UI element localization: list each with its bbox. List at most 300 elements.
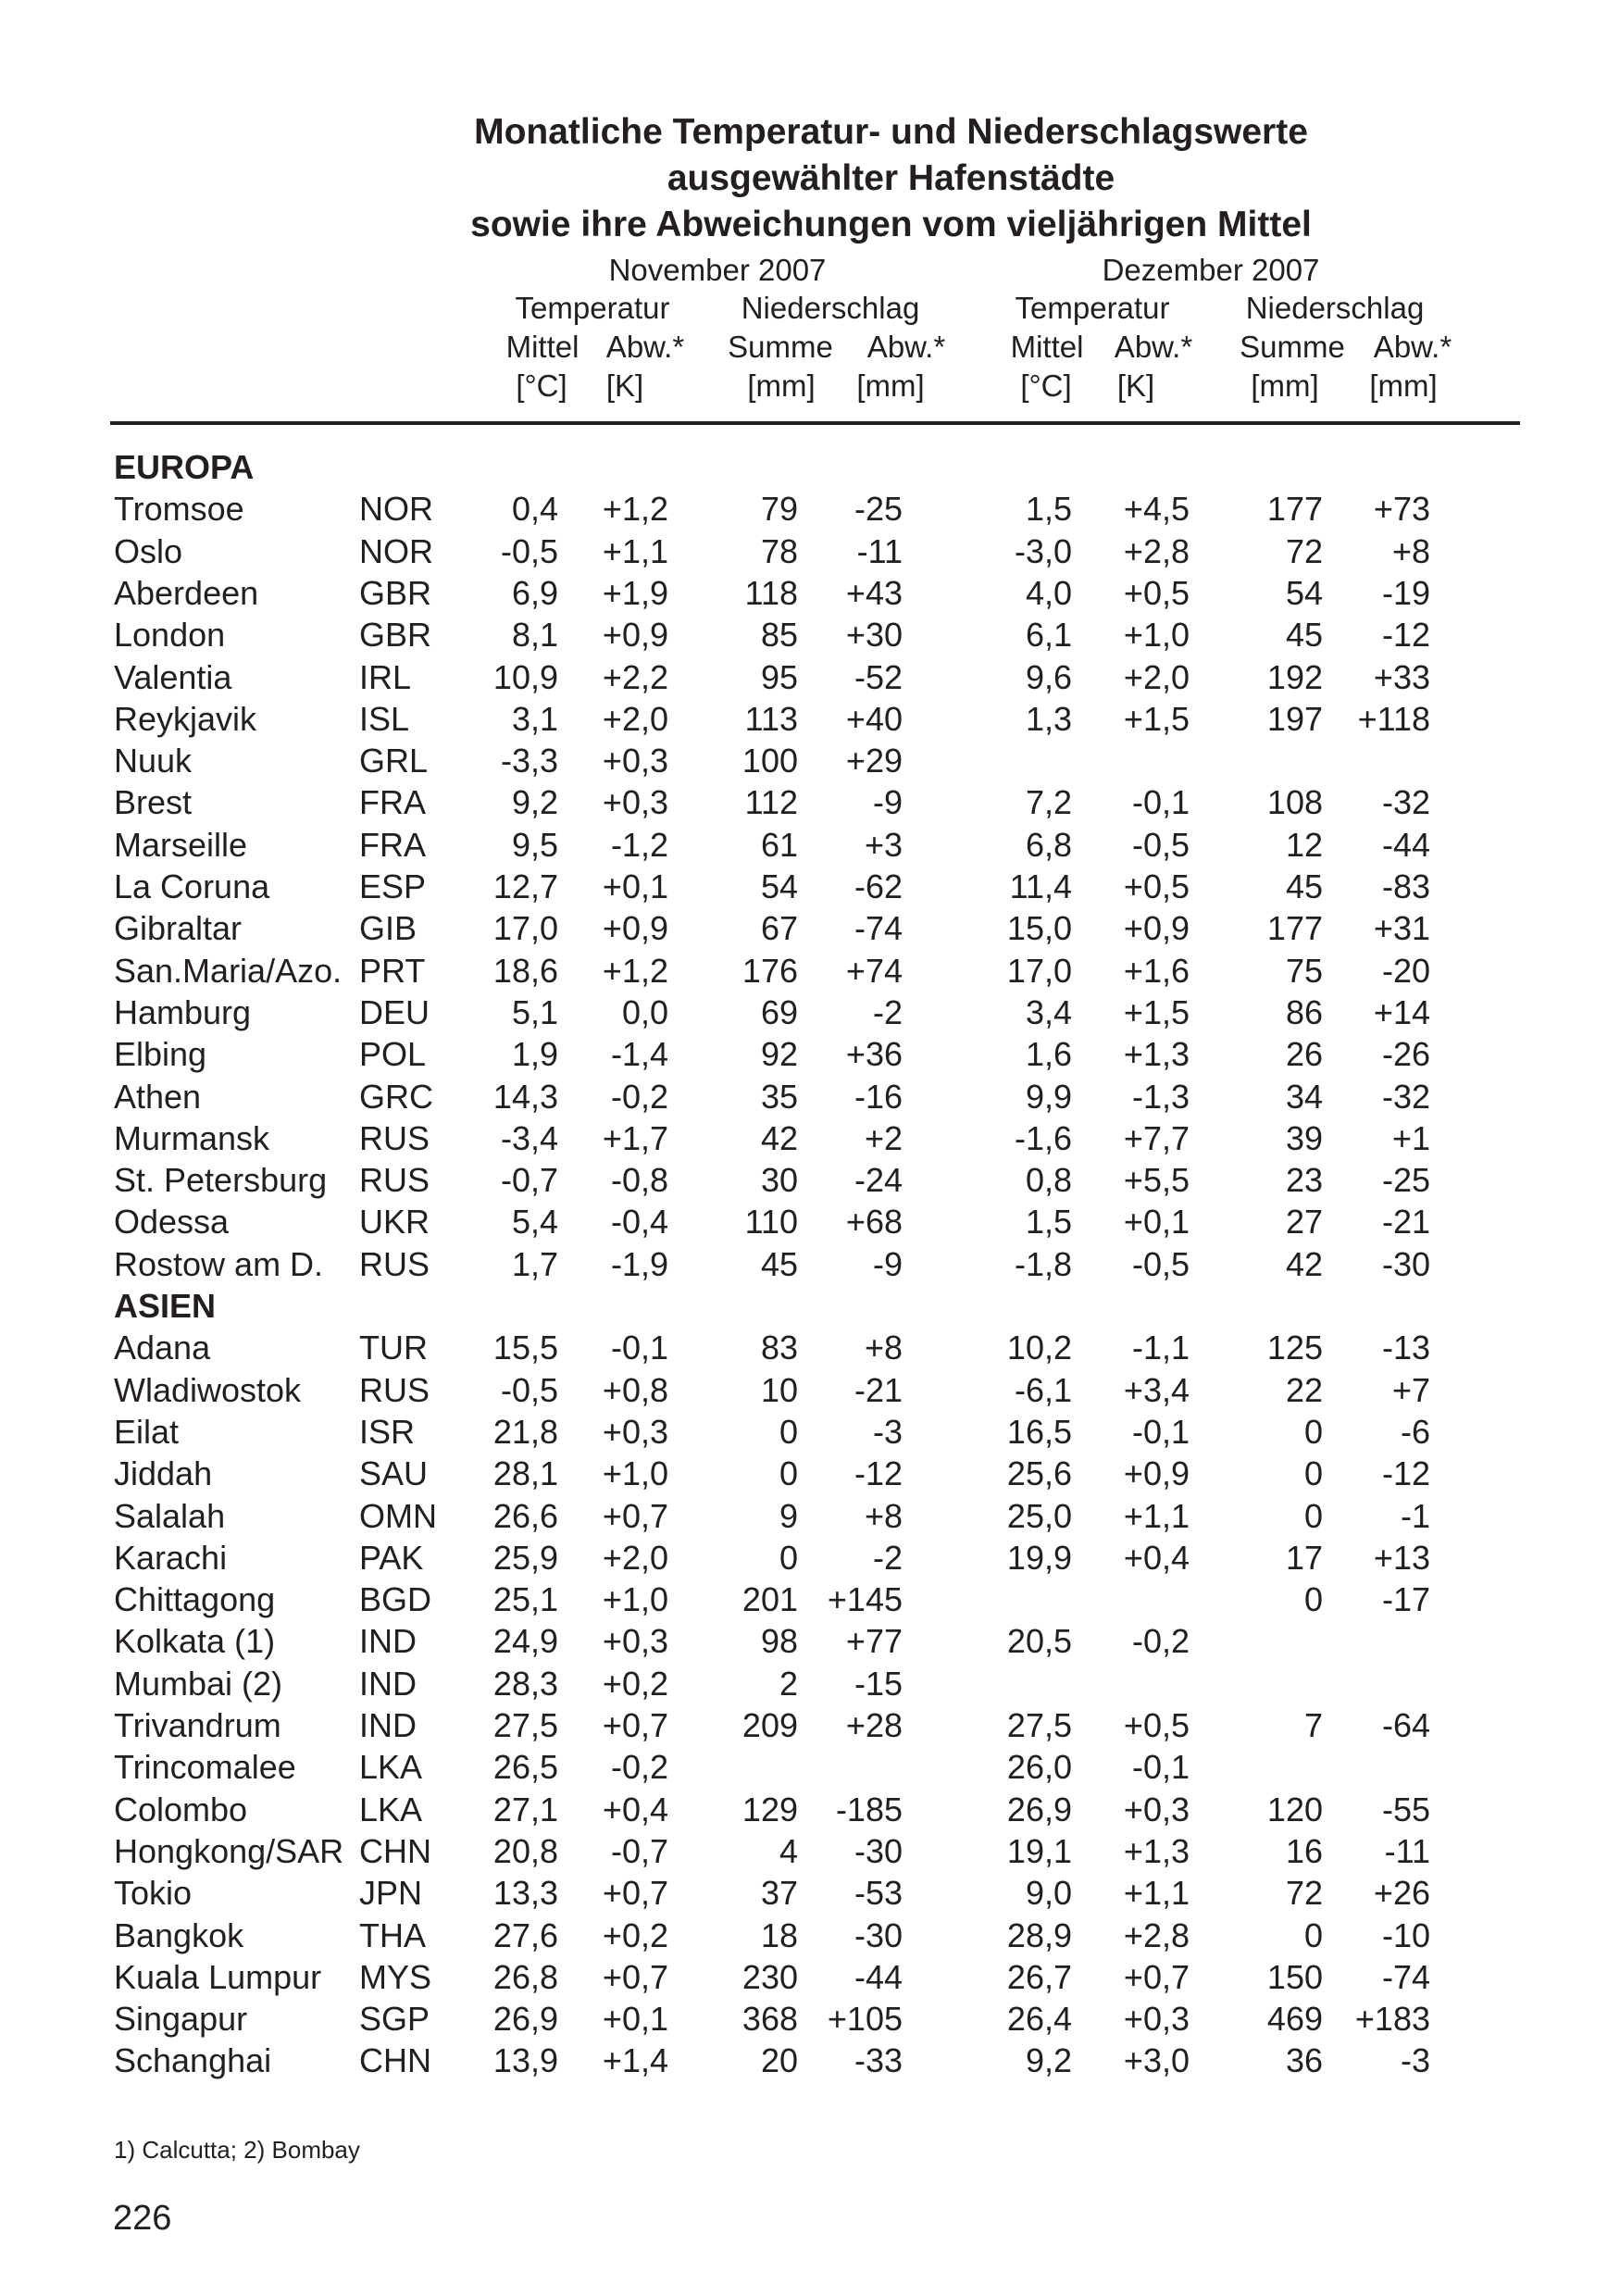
value-dec-temp-abw: +0,3 <box>1123 2000 1190 2039</box>
value-nov-precip-abw: -30 <box>854 1915 903 1954</box>
value-dec-precip-summe: 72 <box>1285 531 1323 570</box>
country-code: TUR <box>359 1329 428 1367</box>
header-mittel-dec: Mittel <box>1010 330 1084 364</box>
value-dec-temp-mittel: 25,6 <box>1006 1454 1072 1493</box>
header-unit-mm-summe-nov: [mm] <box>747 368 816 403</box>
value-nov-precip-summe: 176 <box>741 951 798 990</box>
value-nov-temp-mittel: 26,8 <box>492 1957 558 1996</box>
title-line-3: sowie ihre Abweichungen vom vieljährigen Mittel <box>470 205 1312 244</box>
value-dec-temp-abw: -0,2 <box>1131 1622 1190 1661</box>
value-dec-precip-summe: 23 <box>1285 1161 1323 1200</box>
value-nov-precip-summe: 0 <box>779 1412 798 1451</box>
value-nov-temp-abw: +0,9 <box>602 616 668 655</box>
value-nov-precip-summe: 42 <box>760 1118 798 1157</box>
country-code: THA <box>359 1915 426 1954</box>
title-line-2: ausgewählter Hafenstädte <box>667 158 1115 198</box>
value-dec-precip-abw: -1 <box>1400 1496 1430 1535</box>
value-dec-temp-mittel: 0,8 <box>1025 1161 1072 1200</box>
value-dec-temp-abw: +0,3 <box>1123 1790 1190 1828</box>
value-nov-temp-mittel: 26,9 <box>492 2000 558 2039</box>
value-dec-precip-summe: 120 <box>1266 1790 1323 1828</box>
value-nov-precip-summe: 368 <box>741 2000 798 2039</box>
value-nov-precip-summe: 18 <box>760 1915 798 1954</box>
value-dec-temp-mittel: 19,9 <box>1006 1538 1072 1577</box>
value-dec-precip-summe: 125 <box>1266 1329 1323 1367</box>
header-abw-temp-dec: Abw.* <box>1114 330 1193 364</box>
country-code: ISL <box>359 699 410 738</box>
value-dec-temp-abw: -1,3 <box>1131 1077 1190 1116</box>
value-nov-precip-abw: +43 <box>845 573 903 612</box>
value-dec-temp-abw: +1,3 <box>1123 1035 1190 1074</box>
country-code: NOR <box>359 490 433 529</box>
value-dec-precip-summe: 22 <box>1285 1370 1323 1409</box>
value-dec-temp-mittel: 1,3 <box>1025 699 1072 738</box>
station-name: Tromsoe <box>114 490 244 529</box>
station-name: Hongkong/SAR <box>114 1831 344 1870</box>
value-nov-temp-mittel: 13,3 <box>492 1874 558 1913</box>
value-dec-precip-abw: -55 <box>1381 1790 1430 1828</box>
value-dec-precip-abw: +1 <box>1391 1118 1430 1157</box>
value-nov-temp-mittel: 3,1 <box>511 699 558 738</box>
value-nov-precip-summe: 0 <box>779 1538 798 1577</box>
value-dec-temp-abw: +0,9 <box>1123 909 1190 948</box>
station-name: Kolkata (1) <box>114 1622 276 1661</box>
value-nov-temp-mittel: 0,4 <box>511 490 558 529</box>
header-abw-precip-dec: Abw.* <box>1373 330 1452 364</box>
value-dec-temp-abw: +1,6 <box>1123 951 1190 990</box>
country-code: CHN <box>359 1831 431 1870</box>
header-abw-precip-nov: Abw.* <box>866 330 946 364</box>
station-name: Gibraltar <box>114 909 243 948</box>
value-nov-precip-abw: +74 <box>845 951 903 990</box>
value-nov-precip-summe: 30 <box>760 1161 798 1200</box>
value-dec-precip-summe: 26 <box>1285 1035 1323 1074</box>
country-code: IND <box>359 1664 417 1703</box>
value-nov-precip-abw: -30 <box>854 1831 903 1870</box>
title-line-1: Monatliche Temperatur- und Niederschlagswerte <box>474 112 1308 152</box>
value-dec-temp-abw: +0,5 <box>1123 573 1190 612</box>
value-nov-temp-mittel: 25,9 <box>492 1538 558 1577</box>
value-nov-precip-summe: 85 <box>760 616 798 655</box>
value-dec-precip-abw: -83 <box>1381 867 1430 905</box>
country-code: RUS <box>359 1244 430 1283</box>
country-code: RUS <box>359 1118 430 1157</box>
header-temperature-dec: Temperatur <box>1015 291 1170 325</box>
header-rule <box>110 421 1520 425</box>
value-dec-temp-abw: +2,8 <box>1123 1915 1190 1954</box>
header-temperature-nov: Temperatur <box>515 291 670 325</box>
value-nov-temp-mittel: 18,6 <box>492 951 558 990</box>
header-summe-nov: Summe <box>728 330 833 364</box>
value-dec-temp-mittel: 28,9 <box>1006 1915 1072 1954</box>
value-nov-temp-abw: +0,7 <box>602 1706 668 1744</box>
value-nov-precip-abw: -2 <box>872 992 903 1031</box>
value-dec-temp-mittel: 26,0 <box>1006 1748 1072 1787</box>
value-dec-temp-mittel: -1,6 <box>1014 1118 1072 1157</box>
value-nov-temp-abw: -0,4 <box>610 1203 668 1242</box>
value-nov-precip-summe: 201 <box>741 1580 798 1619</box>
station-name: La Coruna <box>114 867 270 905</box>
value-dec-temp-mittel: 19,1 <box>1006 1831 1072 1870</box>
value-nov-temp-mittel: -3,4 <box>500 1118 558 1157</box>
station-name: Elbing <box>114 1035 207 1074</box>
value-dec-precip-summe: 0 <box>1303 1412 1323 1451</box>
value-dec-temp-mittel: 11,4 <box>1009 867 1072 905</box>
value-dec-temp-mittel: 27,5 <box>1006 1706 1072 1744</box>
value-dec-precip-abw: -10 <box>1381 1915 1430 1954</box>
station-name: Athen <box>114 1077 202 1116</box>
value-nov-precip-abw: -62 <box>854 867 903 905</box>
value-nov-precip-abw: +30 <box>845 616 903 655</box>
country-code: UKR <box>359 1203 430 1242</box>
value-dec-precip-summe: 469 <box>1266 2000 1323 2039</box>
value-nov-precip-abw: +29 <box>845 742 903 780</box>
header-abw-temp-nov: Abw.* <box>605 330 685 364</box>
value-nov-temp-mittel: 10,9 <box>492 657 558 696</box>
value-dec-precip-summe: 7 <box>1303 1706 1323 1744</box>
country-code: GBR <box>359 573 432 612</box>
value-dec-temp-mittel: 26,7 <box>1006 1957 1072 1996</box>
value-dec-precip-abw: +73 <box>1373 490 1430 529</box>
value-dec-temp-abw: +1,0 <box>1123 616 1190 655</box>
country-code: GRC <box>359 1077 433 1116</box>
value-dec-precip-summe: 75 <box>1285 951 1323 990</box>
value-dec-temp-abw: +1,5 <box>1123 699 1190 738</box>
value-nov-precip-abw: -24 <box>854 1161 903 1200</box>
station-name: Salalah <box>114 1496 226 1535</box>
value-dec-precip-summe: 72 <box>1285 1874 1323 1913</box>
value-dec-temp-abw: -0,5 <box>1131 1244 1190 1283</box>
country-code: DEU <box>359 992 430 1031</box>
value-dec-precip-summe: 177 <box>1266 490 1323 529</box>
value-nov-precip-abw: -2 <box>872 1538 903 1577</box>
station-name: Colombo <box>114 1790 248 1828</box>
value-nov-precip-abw: -74 <box>854 909 903 948</box>
value-nov-precip-abw: -9 <box>872 1244 903 1283</box>
station-name: Singapur <box>114 2000 248 2039</box>
header-unit-k-nov: [K] <box>605 368 644 403</box>
value-dec-precip-abw: +33 <box>1373 657 1430 696</box>
value-dec-precip-abw: -12 <box>1381 1454 1430 1493</box>
country-code: MYS <box>359 1957 432 1996</box>
value-dec-temp-mittel: -3,0 <box>1014 531 1072 570</box>
station-name: Marseille <box>114 825 248 864</box>
value-dec-temp-mittel: 20,5 <box>1006 1622 1072 1661</box>
value-nov-precip-summe: 95 <box>760 657 798 696</box>
country-code: ISR <box>359 1412 416 1451</box>
value-nov-precip-summe: 230 <box>741 1957 798 1996</box>
station-name: Trivandrum <box>114 1706 281 1744</box>
value-nov-temp-mittel: 28,1 <box>492 1454 558 1493</box>
country-code: IND <box>359 1706 417 1744</box>
value-nov-temp-abw: +0,3 <box>602 783 668 822</box>
value-nov-precip-abw: -16 <box>854 1077 903 1116</box>
value-nov-precip-abw: +145 <box>827 1580 903 1619</box>
station-name: Schanghai <box>114 2041 272 2080</box>
value-dec-precip-abw: -6 <box>1400 1412 1430 1451</box>
header-unit-mm-abw-nov: [mm] <box>856 368 925 403</box>
value-dec-temp-abw: +0,4 <box>1123 1538 1190 1577</box>
value-dec-temp-abw: -1,1 <box>1131 1329 1190 1367</box>
value-nov-precip-abw: +105 <box>827 2000 903 2039</box>
value-nov-temp-abw: +1,0 <box>602 1580 668 1619</box>
value-nov-precip-abw: +36 <box>845 1035 903 1074</box>
value-nov-precip-abw: -9 <box>872 783 903 822</box>
value-dec-temp-mittel: 1,5 <box>1025 1203 1072 1242</box>
value-nov-precip-abw: +8 <box>864 1496 903 1535</box>
value-nov-precip-summe: 78 <box>760 531 798 570</box>
value-dec-temp-abw: +7,7 <box>1123 1118 1190 1157</box>
value-nov-precip-abw: +28 <box>845 1706 903 1744</box>
country-code: IND <box>359 1622 417 1661</box>
value-nov-temp-abw: +1,0 <box>602 1454 668 1493</box>
value-nov-precip-summe: 209 <box>741 1706 798 1744</box>
country-code: JPN <box>359 1874 423 1913</box>
value-dec-precip-abw: +183 <box>1354 2000 1430 2039</box>
value-dec-precip-summe: 36 <box>1285 2041 1323 2080</box>
header-mittel-nov: Mittel <box>505 330 579 364</box>
value-dec-temp-abw: +0,5 <box>1123 867 1190 905</box>
value-dec-precip-abw: +7 <box>1391 1370 1430 1409</box>
page-title <box>0 109 1620 248</box>
value-nov-temp-mittel: 20,8 <box>492 1831 558 1870</box>
value-nov-precip-abw: -53 <box>854 1874 903 1913</box>
value-nov-temp-mittel: 26,5 <box>492 1748 558 1787</box>
value-dec-temp-abw: +0,5 <box>1123 1706 1190 1744</box>
station-name: Bangkok <box>114 1915 244 1954</box>
value-nov-precip-summe: 113 <box>744 699 798 738</box>
value-dec-precip-abw: -74 <box>1381 1957 1430 1996</box>
value-nov-precip-summe: 67 <box>760 909 798 948</box>
station-name: Karachi <box>114 1538 228 1577</box>
value-dec-precip-summe: 177 <box>1266 909 1323 948</box>
value-dec-precip-abw: +13 <box>1373 1538 1430 1577</box>
value-dec-precip-abw: -11 <box>1384 1831 1430 1870</box>
value-nov-temp-abw: +0,2 <box>602 1664 668 1703</box>
value-nov-temp-abw: +0,3 <box>602 1622 668 1661</box>
value-nov-temp-mittel: 6,9 <box>511 573 558 612</box>
value-dec-temp-abw: -0,1 <box>1131 783 1190 822</box>
country-code: IRL <box>359 657 412 696</box>
value-dec-precip-abw: -25 <box>1381 1161 1430 1200</box>
country-code: BGD <box>359 1580 432 1619</box>
value-nov-precip-summe: 9 <box>779 1496 798 1535</box>
value-dec-temp-abw: -0,1 <box>1131 1412 1190 1451</box>
value-nov-temp-abw: -0,7 <box>610 1831 668 1870</box>
value-nov-temp-mittel: 26,6 <box>492 1496 558 1535</box>
value-dec-temp-abw: +1,5 <box>1123 992 1190 1031</box>
value-nov-temp-abw: -1,9 <box>610 1244 668 1283</box>
value-dec-precip-abw: -30 <box>1381 1244 1430 1283</box>
station-name: London <box>114 616 226 655</box>
section-header: ASIEN <box>114 1287 217 1325</box>
value-nov-temp-mittel: -0,5 <box>500 1370 558 1409</box>
value-dec-temp-abw: +1,1 <box>1123 1874 1190 1913</box>
value-dec-temp-mittel: 26,4 <box>1006 2000 1072 2039</box>
value-dec-temp-mittel: 9,0 <box>1025 1874 1072 1913</box>
value-dec-temp-abw: +0,1 <box>1123 1203 1190 1242</box>
value-nov-temp-abw: +2,0 <box>602 1538 668 1577</box>
header-month-december: Dezember 2007 <box>1102 253 1320 287</box>
value-dec-temp-abw: +2,8 <box>1123 531 1190 570</box>
footnote: 1) Calcutta; 2) Bombay <box>114 2136 360 2164</box>
value-nov-precip-abw: -21 <box>854 1370 903 1409</box>
value-dec-precip-abw: -17 <box>1381 1580 1430 1619</box>
value-nov-temp-mittel: 9,5 <box>511 825 558 864</box>
country-code: PRT <box>359 951 426 990</box>
value-dec-temp-mittel: 4,0 <box>1025 573 1072 612</box>
value-dec-precip-summe: 0 <box>1303 1496 1323 1535</box>
value-nov-precip-summe: 69 <box>760 992 798 1031</box>
value-nov-precip-abw: +2 <box>864 1118 903 1157</box>
value-nov-temp-mittel: 1,7 <box>511 1244 558 1283</box>
station-name: Kuala Lumpur <box>114 1957 322 1996</box>
value-dec-temp-abw: +5,5 <box>1123 1161 1190 1200</box>
value-nov-temp-mittel: 27,5 <box>492 1706 558 1744</box>
value-nov-precip-summe: 92 <box>760 1035 798 1074</box>
value-nov-temp-abw: +0,7 <box>602 1874 668 1913</box>
value-nov-precip-summe: 83 <box>760 1329 798 1367</box>
station-name: San.Maria/Azo. <box>114 951 343 990</box>
country-code: RUS <box>359 1370 430 1409</box>
value-nov-precip-abw: -15 <box>854 1664 903 1703</box>
value-dec-precip-abw: +14 <box>1373 992 1430 1031</box>
value-dec-precip-abw: -3 <box>1400 2041 1430 2080</box>
value-nov-precip-abw: +40 <box>845 699 903 738</box>
station-name: Tokio <box>114 1874 193 1913</box>
value-nov-temp-mittel: 27,6 <box>492 1915 558 1954</box>
country-code: NOR <box>359 531 433 570</box>
value-nov-temp-mittel: 1,9 <box>511 1035 558 1074</box>
value-dec-temp-abw: +2,0 <box>1123 657 1190 696</box>
value-dec-precip-abw: +118 <box>1357 699 1430 738</box>
page-number: 226 <box>113 2199 172 2238</box>
value-nov-temp-abw: -0,8 <box>610 1161 668 1200</box>
header-unit-k-dec: [K] <box>1116 368 1155 403</box>
value-dec-temp-mittel: 26,9 <box>1006 1790 1072 1828</box>
value-dec-temp-abw: +0,9 <box>1123 1454 1190 1493</box>
value-dec-temp-mittel: 25,0 <box>1006 1496 1072 1535</box>
value-dec-precip-abw: -20 <box>1381 951 1430 990</box>
value-nov-temp-mittel: 21,8 <box>492 1412 558 1451</box>
value-dec-temp-abw: +0,7 <box>1123 1957 1190 1996</box>
value-nov-temp-abw: -0,2 <box>610 1077 668 1116</box>
value-nov-precip-abw: +77 <box>845 1622 903 1661</box>
value-dec-precip-summe: 12 <box>1285 825 1323 864</box>
value-nov-precip-abw: -3 <box>872 1412 903 1451</box>
value-nov-precip-summe: 2 <box>779 1664 798 1703</box>
value-dec-temp-mittel: 7,2 <box>1025 783 1072 822</box>
value-dec-precip-summe: 27 <box>1285 1203 1323 1242</box>
value-nov-precip-summe: 61 <box>760 825 798 864</box>
value-nov-temp-mittel: 5,4 <box>511 1203 558 1242</box>
value-nov-temp-abw: +0,7 <box>602 1957 668 1996</box>
station-name: Oslo <box>114 531 183 570</box>
value-nov-precip-summe: 118 <box>744 573 798 612</box>
value-dec-precip-summe: 39 <box>1285 1118 1323 1157</box>
station-name: Reykjavik <box>114 699 257 738</box>
value-dec-precip-abw: +31 <box>1373 909 1430 948</box>
value-dec-precip-summe: 150 <box>1266 1957 1323 1996</box>
value-dec-precip-abw: -13 <box>1381 1329 1430 1367</box>
value-nov-temp-mittel: 28,3 <box>492 1664 558 1703</box>
value-nov-precip-summe: 129 <box>741 1790 798 1828</box>
value-dec-temp-abw: +4,5 <box>1123 490 1190 529</box>
value-nov-temp-abw: +0,7 <box>602 1496 668 1535</box>
value-dec-temp-abw: +3,0 <box>1123 2041 1190 2080</box>
value-nov-temp-abw: +1,9 <box>602 573 668 612</box>
value-nov-temp-mittel: 24,9 <box>492 1622 558 1661</box>
value-dec-precip-abw: -32 <box>1381 783 1430 822</box>
value-nov-temp-abw: +1,4 <box>602 2041 668 2080</box>
value-nov-precip-summe: 35 <box>760 1077 798 1116</box>
value-nov-temp-abw: +0,8 <box>602 1370 668 1409</box>
value-nov-precip-summe: 0 <box>779 1454 798 1493</box>
header-unit-mm-summe-dec: [mm] <box>1251 368 1319 403</box>
station-name: Jiddah <box>114 1454 213 1493</box>
station-name: Brest <box>114 783 193 822</box>
value-dec-temp-mittel: 1,5 <box>1025 490 1072 529</box>
station-name: Nuuk <box>114 742 193 780</box>
value-nov-precip-summe: 110 <box>744 1203 798 1242</box>
value-nov-temp-abw: +0,4 <box>602 1790 668 1828</box>
value-dec-temp-mittel: -1,8 <box>1014 1244 1072 1283</box>
value-nov-precip-abw: +8 <box>864 1329 903 1367</box>
country-code: FRA <box>359 783 426 822</box>
value-nov-temp-mittel: -0,5 <box>500 531 558 570</box>
value-nov-temp-mittel: 14,3 <box>492 1077 558 1116</box>
value-nov-temp-mittel: 15,5 <box>492 1329 558 1367</box>
value-dec-precip-summe: 0 <box>1303 1580 1323 1619</box>
country-code: GBR <box>359 616 432 655</box>
value-nov-precip-abw: +3 <box>864 825 903 864</box>
value-nov-precip-abw: -52 <box>854 657 903 696</box>
value-nov-temp-abw: +2,0 <box>602 699 668 738</box>
station-name: Adana <box>114 1329 211 1367</box>
value-nov-temp-mittel: 25,1 <box>492 1580 558 1619</box>
value-nov-temp-abw: -1,4 <box>610 1035 668 1074</box>
value-nov-precip-summe: 112 <box>744 783 798 822</box>
value-dec-precip-summe: 17 <box>1285 1538 1323 1577</box>
value-dec-temp-mittel: 1,6 <box>1025 1035 1072 1074</box>
header-unit-c-nov: [°C] <box>516 368 567 403</box>
value-dec-precip-abw: -21 <box>1381 1203 1430 1242</box>
value-nov-precip-summe: 45 <box>760 1244 798 1283</box>
value-nov-temp-abw: +0,9 <box>602 909 668 948</box>
header-precipitation-dec: Niederschlag <box>1245 291 1425 325</box>
value-dec-precip-summe: 0 <box>1303 1454 1323 1493</box>
value-nov-temp-abw: +1,2 <box>602 490 668 529</box>
value-nov-temp-mittel: -3,3 <box>500 742 558 780</box>
country-code: LKA <box>359 1748 423 1787</box>
value-nov-temp-abw: +0,1 <box>602 2000 668 2039</box>
station-name: St. Petersburg <box>114 1161 328 1200</box>
value-nov-temp-abw: -0,1 <box>610 1329 668 1367</box>
header-summe-dec: Summe <box>1240 330 1345 364</box>
station-name: Wladiwostok <box>114 1370 302 1409</box>
country-code: POL <box>359 1035 427 1074</box>
station-name: Hamburg <box>114 992 252 1031</box>
value-nov-temp-abw: -0,2 <box>610 1748 668 1787</box>
value-dec-precip-summe: 16 <box>1285 1831 1323 1870</box>
value-nov-precip-abw: -12 <box>854 1454 903 1493</box>
value-dec-precip-abw: -32 <box>1381 1077 1430 1116</box>
value-dec-precip-abw: +26 <box>1373 1874 1430 1913</box>
value-nov-temp-mittel: 27,1 <box>492 1790 558 1828</box>
value-dec-precip-summe: 54 <box>1285 573 1323 612</box>
value-nov-precip-summe: 54 <box>760 867 798 905</box>
value-nov-temp-abw: -1,2 <box>610 825 668 864</box>
